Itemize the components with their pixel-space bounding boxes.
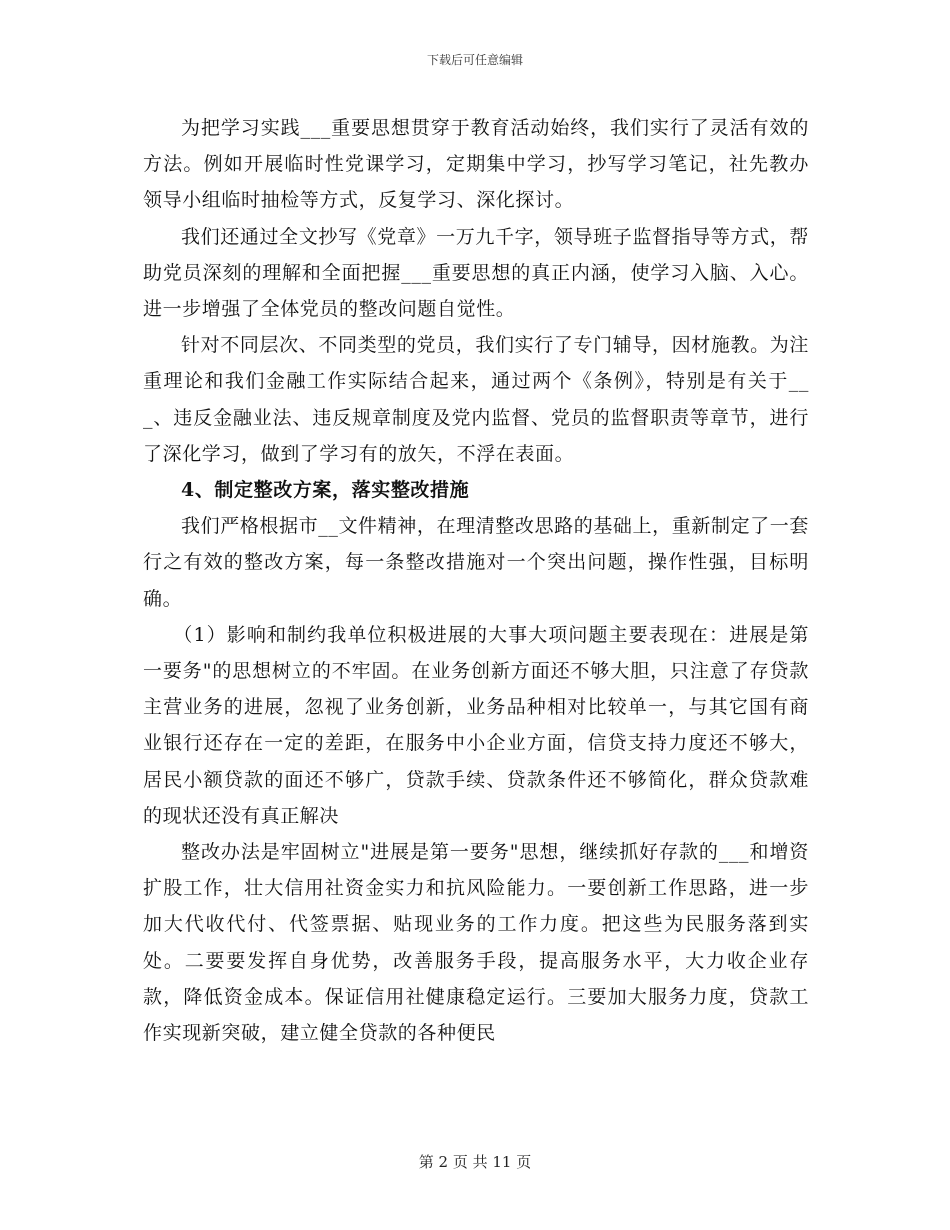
- paragraph-rectification-plan: 我们严格根据市__文件精神，在理清整改思路的基础上，重新制定了一套行之有效的整改方案，每一条整改措施对一个突出问题，操作性强，目标明确。: [143, 515, 809, 610]
- paragraph-study-methods: 为把学习实践___重要思想贯穿于教育活动始终，我们实行了灵活有效的方法。例如开展临时性党课学习，定期集中学习，抄写学习笔记，社先教办领导小组临时抽检等方式，反复学习、深化探讨。: [143, 117, 809, 212]
- paragraph-targeted-guidance: 针对不同层次、不同类型的党员，我们实行了专门辅导，因材施教。为注重理论和我们金融工作实际结合起来，通过两个《条例》，特别是有关于___、违反金融业法、违反规章制度及党内监督、党员的监督职责等章节，进行了深化学习，做到了学习有的放矢，不浮在表面。: [143, 334, 809, 465]
- page-header: 下载后可任意编辑: [426, 53, 523, 67]
- document-body: [143, 110, 809, 1051]
- paragraph-copy-party-constitution: 我们还通过全文抄写《党章》一万九千字，领导班子监督指导等方式，帮助党员深刻的理解和全面把握___重要思想的真正内涵，使学习入脑、入心。进一步增强了全体党员的整改问题自觉性。: [143, 225, 809, 321]
- section-heading: 4、制定整改方案，落实整改措施: [181, 479, 470, 502]
- paragraph-rectification-measures: 整改办法是牢固树立"进展是第一要务"思想，继续抓好存款的___和增资扩股工作，壮大信用社资金实力和抗风险能力。一要创新工作思路，进一步加大代收代付、代签票据、贴现业务的工作力度。把这些为民服务落到实处。二要要发挥自身优势，改善服务手段，提高服务水平，大力收企业存款，降低资金成本。保证信用社健康稳定运行。三要加大服务力度，贷款工作实现新突破，建立健全贷款的各种便民: [143, 841, 809, 1045]
- page-number: 第 2 页 共 11 页: [418, 1153, 532, 1171]
- paragraph-main-problems: （1）影响和制约我单位积极进展的大事大项问题主要表现在：进展是第一要务"的思想树立的不牢固。在业务创新方面还不够大胆，只注意了存贷款主营业务的进展，忽视了业务创新，业务品种相对比较单一，与其它国有商业银行还存在一定的差距，在服务中小企业方面，信贷支持力度还不够大，居民小额贷款的面还不够广，贷款手续、贷款条件还不够简化，群众贷款难的现状还没有真正解决: [143, 623, 809, 827]
